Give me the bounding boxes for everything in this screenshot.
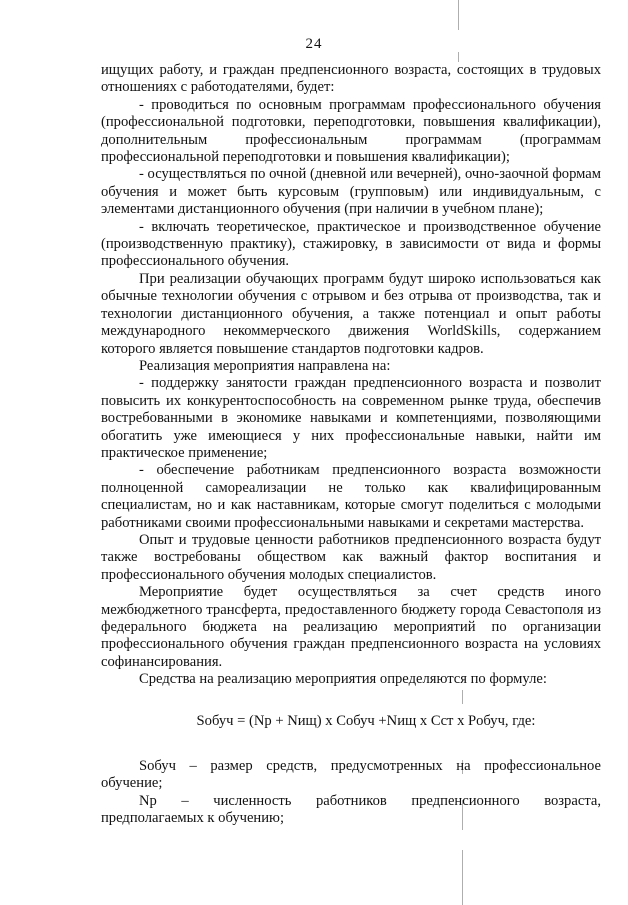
scan-artifact-line [458, 52, 459, 62]
paragraph: Реализация мероприятия направлена на: [139, 357, 391, 374]
page-number: 24 [305, 36, 323, 52]
list-item-paragraph: - проводиться по основным программам профессионального обучения (профессиональной подготовки, переподготовки, повышения квалификации), дополнительным профессиональным программам (программам профессиональной переподготовки и повышения квалификации); [101, 96, 601, 166]
definition-item: Nр – численность работников предпенсионного возраста, предполагаемых к обучению; [101, 792, 601, 827]
list-item-paragraph: - поддержку занятости граждан предпенсионного возраста и позволит повысить их конкурентоспособность на современном рынке труда, обеспечив востребованными в экономике навыками и компетенциями, позволяющими обогатить уже имеющиеся у них профессиональные навыки, найти им практическое применение; [101, 375, 601, 461]
formula: Sобуч = (Nр + Nищ) х Cобуч +Nищ х Cст х Pобуч, где: [196, 712, 536, 729]
paragraph: ищущих работу, и граждан предпенсионного возраста, состоящих в трудовых отношениях с работодателями, будет: [101, 62, 601, 96]
paragraph: При реализации обучающих программ будут широко использоваться как обычные технологии обучения с отрывом и без отрыва от производства, так и технологии дистанционного обучения, а также потенциал и опыт работы международного некоммерческого движения WorldSkills, содержанием которого является повышение стандартов подготовки кадров. [101, 270, 601, 357]
scan-artifact-line [462, 850, 463, 905]
definition-item: Sобуч – размер средств, предусмотренных на профессиональное обучение; [101, 758, 601, 792]
document-body [101, 62, 601, 828]
list-item-paragraph: - обеспечение работникам предпенсионного возраста возможности полноценной самореализации не только как квалифицированным специалистам, но и как наставникам, которые смогут поделиться с молодыми работниками своими профессиональными навыками и секретами мастерства. [101, 462, 601, 531]
list-item-paragraph: - осуществляться по очной (дневной или вечерней), очно-заочной формам обучения и может быть курсовым (групповым) или индивидуальным, с элементами дистанционного обучения (при наличии в учебном плане); [101, 166, 601, 218]
paragraph: Средства на реализацию мероприятия определяются по формуле: [139, 671, 547, 688]
list-item-paragraph: - включать теоретическое, практическое и производственное обучение (производственную практику), стажировку, в зависимости от вида и формы профессионального обучения. [101, 218, 601, 270]
paragraph: Мероприятие будет осуществляться за счет средств иного межбюджетного трансферта, предоставленного бюджету города Севастополя из федерального бюджета на реализацию мероприятий по организации профессионального обучения граждан предпенсионного возраста на условиях софинансирования. [101, 584, 601, 670]
paragraph: Опыт и трудовые ценности работников предпенсионного возраста будут также востребованы обществом как важный фактор воспитания и профессионального обучения молодых специалистов. [101, 531, 601, 583]
scan-artifact-line [458, 0, 459, 30]
